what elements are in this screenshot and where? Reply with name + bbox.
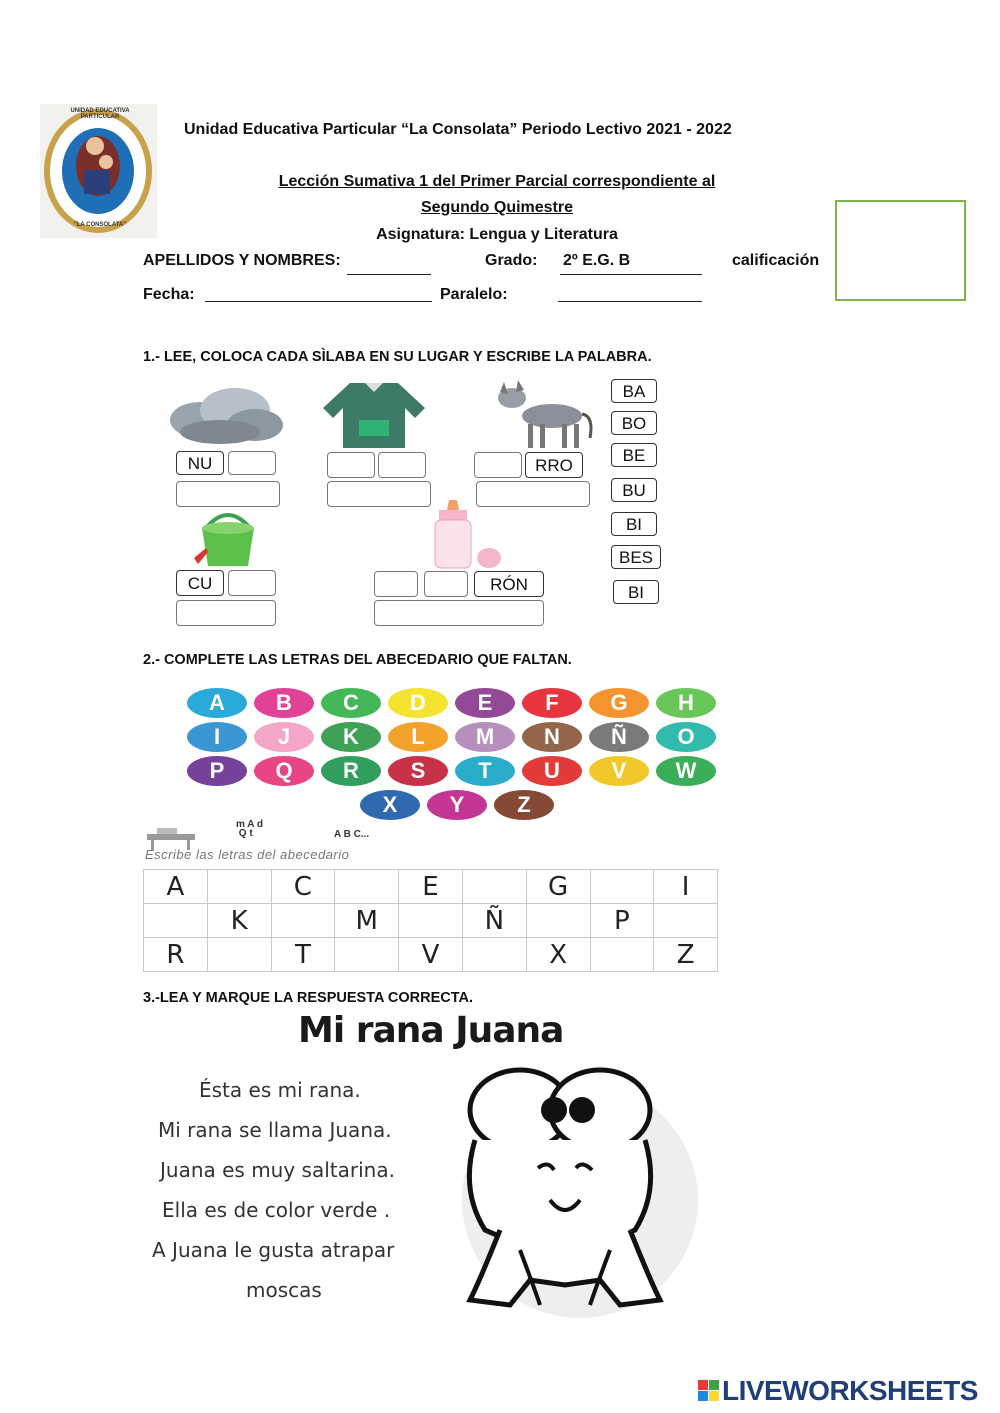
date-line[interactable] [205, 301, 432, 302]
date-label: Fecha: [143, 286, 195, 303]
scattered-letters-icon: m A d Q t [236, 819, 264, 839]
grid-blank-cell[interactable] [335, 938, 399, 972]
blank-nube-2[interactable] [228, 451, 276, 475]
alphabet-bubble: V [589, 756, 649, 786]
grid-letter: R [144, 938, 208, 972]
grid-blank-cell[interactable] [462, 870, 526, 904]
blank-biberon-2[interactable] [424, 571, 468, 597]
alphabet-grid [143, 869, 718, 972]
grid-letter: C [271, 870, 335, 904]
alphabet-bubble: L [388, 722, 448, 752]
liveworksheets-logo-icon [698, 1380, 720, 1402]
blank-biberon-1[interactable] [374, 571, 418, 597]
school-logo [40, 104, 157, 238]
donkey-image [490, 376, 600, 452]
alphabet-bubble: K [321, 722, 381, 752]
alphabet-bubble: N [522, 722, 582, 752]
syllable-tile[interactable]: BO [611, 411, 657, 435]
grid-row [144, 904, 718, 938]
syllable-ron: RÓN [474, 571, 544, 597]
story-line: Juana es muy saltarina. [160, 1158, 395, 1182]
bucket-image [192, 508, 264, 568]
grid-blank-cell[interactable] [207, 870, 271, 904]
syllable-tile[interactable]: BA [611, 379, 657, 403]
cloud-image [165, 380, 285, 450]
score-box[interactable] [835, 200, 966, 301]
grid-letter: A [144, 870, 208, 904]
grid-blank-cell[interactable] [654, 904, 718, 938]
alphabet-bubble: Z [494, 790, 554, 820]
alphabet-bubble: X [360, 790, 420, 820]
grid-blank-cell[interactable] [335, 870, 399, 904]
bottle-image [425, 500, 505, 570]
grid-blank-cell[interactable] [399, 904, 463, 938]
alphabet-bubble: Ñ [589, 722, 649, 752]
grid-letter: G [526, 870, 590, 904]
grid-letter: X [526, 938, 590, 972]
grade-label: Grado: [485, 252, 538, 269]
syllable-tile[interactable]: BES [611, 545, 661, 569]
answer-mandil[interactable] [327, 481, 431, 507]
alphabet-bubble: R [321, 756, 381, 786]
grid-blank-cell[interactable] [590, 870, 654, 904]
alphabet-bubble: F [522, 688, 582, 718]
names-label: APELLIDOS Y NOMBRES: [143, 252, 341, 269]
lesson-title: Lección Sumativa 1 del Primer Parcial correspondiente al [278, 173, 716, 190]
story-line: A Juana le gusta atrapar [152, 1238, 395, 1262]
answer-balde[interactable] [176, 600, 276, 626]
grid-letter: E [399, 870, 463, 904]
alphabet-bubble: U [522, 756, 582, 786]
alphabet-bubble: D [388, 688, 448, 718]
grid-letter: K [207, 904, 271, 938]
liveworksheets-brand[interactable]: LIVEWORKSHEETS [722, 1375, 978, 1406]
blank-mandil-1[interactable] [327, 452, 375, 478]
syllable-nu: NU [176, 451, 224, 475]
abc-label: A B C... [334, 829, 370, 840]
alphabet-bubble: A [187, 688, 247, 718]
question-3-title: 3.-LEA Y MARQUE LA RESPUESTA CORRECTA. [143, 990, 474, 1006]
alphabet-bubble: Y [427, 790, 487, 820]
story-line: Ésta es mi rana. [199, 1078, 361, 1102]
syllable-rro: RRO [525, 452, 583, 478]
story-line: Mi rana se llama Juana. [158, 1118, 392, 1142]
story-line: Ella es de color verde . [162, 1198, 391, 1222]
lesson-subtitle: Segundo Quimestre [420, 199, 574, 216]
question-2-title: 2.- COMPLETE LAS LETRAS DEL ABECEDARIO QUE FALTAN. [143, 652, 572, 668]
story-title: Mi rana Juana [298, 1010, 564, 1051]
syllable-tile[interactable]: BI [613, 580, 659, 604]
alphabet-bubble: W [656, 756, 716, 786]
alphabet-bubble: G [589, 688, 649, 718]
grid-letter: P [590, 904, 654, 938]
grid-blank-cell[interactable] [526, 904, 590, 938]
alphabet-bubble: J [254, 722, 314, 752]
grid-blank-cell[interactable] [144, 904, 208, 938]
grid-letter: Ñ [462, 904, 526, 938]
parallel-line[interactable] [558, 301, 702, 302]
logo-text-top: UNIDAD EDUCATIVA PARTICULAR [70, 108, 130, 120]
blank-balde-2[interactable] [228, 570, 276, 596]
alphabet-bubble: B [254, 688, 314, 718]
subject-line: Asignatura: Lengua y Literatura [376, 226, 618, 243]
alphabet-bubble: C [321, 688, 381, 718]
alphabet-bubble: O [656, 722, 716, 752]
blank-mandil-2[interactable] [378, 452, 426, 478]
alphabet-bubble: P [187, 756, 247, 786]
grid-row [144, 938, 718, 972]
answer-biberon[interactable] [374, 600, 544, 626]
frog-image [430, 1050, 700, 1340]
logo-text-bottom: "LA CONSOLATA" [73, 222, 127, 228]
school-title: Unidad Educativa Particular “La Consolata” Periodo Lectivo 2021 - 2022 [184, 121, 732, 138]
score-label: calificación [732, 252, 820, 269]
grid-blank-cell[interactable] [271, 904, 335, 938]
story-line: moscas [246, 1278, 322, 1302]
alphabet-bubble: H [656, 688, 716, 718]
syllable-tile[interactable]: BI [611, 512, 657, 536]
question-1-title: 1.- LEE, COLOCA CADA SÌLABA EN SU LUGAR Y ESCRIBE LA PALABRA. [143, 349, 652, 365]
grid-row [144, 870, 718, 904]
grid-letter: I [654, 870, 718, 904]
alphabet-instruction: Escribe las letras del abecedario [145, 847, 350, 862]
alphabet-bubble: S [388, 756, 448, 786]
alphabet-bubble: Q [254, 756, 314, 786]
grid-letter: M [335, 904, 399, 938]
grid-letter: Z [654, 938, 718, 972]
alphabet-bubble: E [455, 688, 515, 718]
syllable-cu: CU [176, 570, 224, 596]
grid-blank-cell[interactable] [462, 938, 526, 972]
grade-line [560, 274, 702, 275]
syllable-tile[interactable]: BE [611, 443, 657, 467]
alphabet-bubble: M [455, 722, 515, 752]
grid-letter: T [271, 938, 335, 972]
syllable-tile[interactable]: BU [611, 478, 657, 502]
blank-burro-1[interactable] [474, 452, 522, 478]
alphabet-bubble: T [455, 756, 515, 786]
grid-blank-cell[interactable] [207, 938, 271, 972]
apron-image [315, 378, 433, 450]
answer-nube[interactable] [176, 481, 280, 507]
parallel-label: Paralelo: [440, 286, 508, 303]
grade-value: 2º E.G. B [563, 252, 631, 269]
alphabet-bubble: I [187, 722, 247, 752]
grid-letter: V [399, 938, 463, 972]
grid-blank-cell[interactable] [590, 938, 654, 972]
names-line[interactable] [347, 274, 431, 275]
